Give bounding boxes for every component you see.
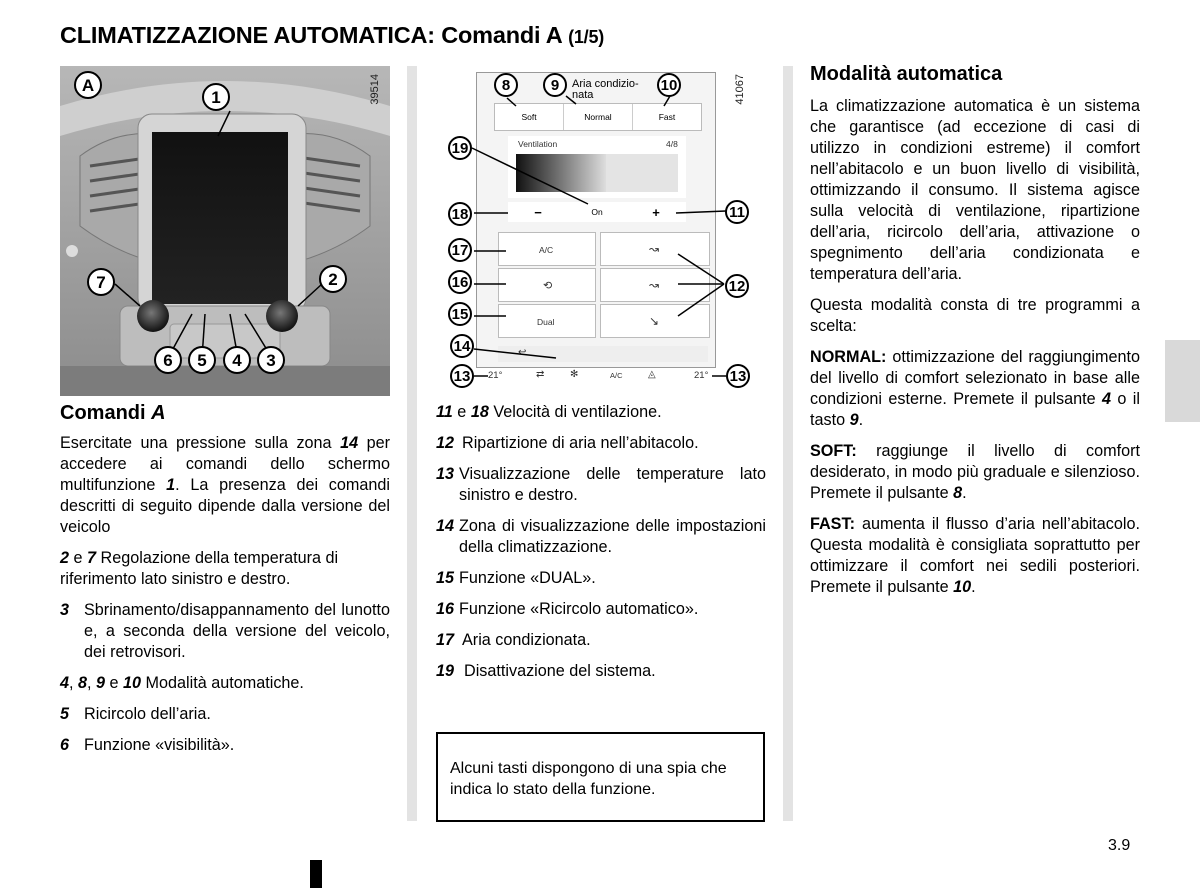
bottom-ac-label: A/C [610, 371, 623, 380]
callout-18: 18 [448, 202, 472, 226]
callout-11: 11 [725, 200, 749, 224]
airflow-face-feet-icon: ↝ [649, 278, 660, 292]
list-item: 2 e 7 Regolazione della temperatura di riferimento lato sinistro e destro. [60, 549, 339, 588]
list-item: 5 Ricircolo dell’aria. [60, 705, 211, 723]
climate-screen-figure [436, 66, 766, 396]
list-item: 16 Funzione «Ricircolo automatico». [436, 600, 699, 618]
column-gutter-right [783, 66, 793, 821]
callout-13-left: 13 [450, 364, 474, 388]
dashboard-illustration [60, 66, 390, 396]
defrost-icon: ◬ [648, 369, 656, 380]
callout-12: 12 [725, 274, 749, 298]
temp-left: 21° [488, 370, 503, 381]
list-item: 11 e 18 Velocità di ventilazione. [436, 403, 662, 421]
intro-paragraph: Esercitate una pressione sulla zona 14 per accedere ai comandi dello schermo multifunzione 1. La presenza dei comandi descritti di seguito dipende dalla versione del veicolo [60, 434, 390, 536]
figure-code: 39514 [369, 74, 381, 105]
column-gutter-left [407, 66, 417, 821]
callout-17: 17 [448, 238, 472, 262]
mode-soft: Soft [495, 104, 564, 130]
mode-normal: Normal [564, 104, 633, 130]
ac-label: A/C [539, 245, 554, 255]
paragraph: Questa modalità consta di tre programmi a scelta: [810, 296, 1140, 335]
callout-15: 15 [448, 302, 472, 326]
chapter-tab [1165, 340, 1200, 422]
callout-7: 7 [87, 268, 115, 296]
fan-minus-button: − [534, 204, 542, 220]
system-on-button: On [591, 207, 603, 217]
list-item: 4, 8, 9 e 10 Modalità automatiche. [60, 674, 304, 692]
figure-code: 41067 [734, 74, 746, 105]
paragraph: La climatizzazione automatica è un sistema che garantisce (ad eccezione di casi di utilizzo in condizioni estreme) il comfort nell’abitacolo e un buon livello di visibilità, ottimizzando il consumo. Il sistema agisce sulla velocità di ventilazione, ripartizione dell’aria, ricircolo dell’aria, attivazione o spegnimento dell’aria condizionata e temperatura dell’aria. [810, 97, 1140, 283]
callout-10: 10 [657, 73, 681, 97]
temp-right: 21° [694, 370, 709, 381]
list-item: 19 Disattivazione del sistema. [436, 662, 656, 680]
section-heading-modalita: Modalità automatica [810, 63, 1003, 85]
paragraph-soft: SOFT: raggiunge il livello di comfort desiderato, in modo più graduale e silenzioso. Premete il pulsante 8. [810, 442, 1140, 502]
list-item: 12 Ripartizione di aria nell’abitacolo. [436, 434, 699, 452]
recirculation-icon: ⟲ [543, 280, 553, 292]
paragraph-fast: FAST: aumenta il flusso d’aria nell’abitacolo. Questa modalità è consigliata soprattutto per ottimizzare il comfort nei sedili posteriori. Premete il pulsante 10. [810, 515, 1140, 596]
print-mark [310, 860, 322, 888]
page-title: CLIMATIZZAZIONE AUTOMATICA: Comandi A (1/5) [60, 22, 605, 48]
right-column-text [810, 96, 1140, 608]
callout-3: 3 [257, 346, 285, 374]
list-item: 15 Funzione «DUAL». [436, 569, 596, 587]
callout-A: A [74, 71, 102, 99]
callout-19: 19 [448, 136, 472, 160]
page-title-part: (1/5) [568, 27, 605, 47]
ventilation-label: Ventilation [518, 139, 558, 149]
page-number: 3.9 [1108, 837, 1131, 854]
callout-2: 2 [319, 265, 347, 293]
list-item: 14 Zona di visualizzazione delle impostazioni della climatizzazione. [436, 517, 766, 556]
list-item: 3 Sbrinamento/disappannamento del lunotto e, a seconda della versione del veicolo, dei retrovisori. [60, 601, 390, 661]
callout-9: 9 [543, 73, 567, 97]
callout-4: 4 [223, 346, 251, 374]
callout-8: 8 [494, 73, 518, 97]
section-heading-comandi: Comandi A [60, 402, 166, 424]
list-item: 13 Visualizzazione delle temperature lato sinistro e destro. [436, 465, 766, 504]
note-box: Alcuni tasti dispongono di una spia che indica lo stato della funzione. [436, 732, 765, 822]
recirc-small-icon: ⇄ [536, 369, 545, 380]
dual-label: Dual [537, 317, 555, 327]
callout-1: 1 [202, 83, 230, 111]
callout-14: 14 [450, 334, 474, 358]
airflow-face-icon: ↝ [649, 242, 660, 256]
paragraph-normal: NORMAL: ottimizzazione del raggiungimento del livello di comfort selezionato in base alle condizioni esterne. Premete il pulsante 4 o il tasto 9. [810, 348, 1140, 429]
screen-note: Aria condizio- nata [572, 78, 639, 101]
callout-16: 16 [448, 270, 472, 294]
callout-13-right: 13 [726, 364, 750, 388]
fan-icon: ✻ [570, 369, 579, 380]
callout-6: 6 [154, 346, 182, 374]
ventilation-value: 4/8 [666, 139, 678, 149]
list-item: 17 Aria condizionata. [436, 631, 591, 649]
airflow-feet-icon: ↘ [649, 314, 660, 328]
mode-fast: Fast [658, 112, 676, 122]
middle-column-text [436, 402, 766, 692]
callout-5: 5 [188, 346, 216, 374]
back-icon: ↩ [518, 347, 527, 358]
list-item: 6 Funzione «visibilità». [60, 736, 235, 754]
dashboard-figure [60, 66, 390, 396]
left-column-text [60, 433, 390, 766]
fan-plus-button: + [652, 204, 660, 220]
leader-lines [436, 66, 766, 396]
